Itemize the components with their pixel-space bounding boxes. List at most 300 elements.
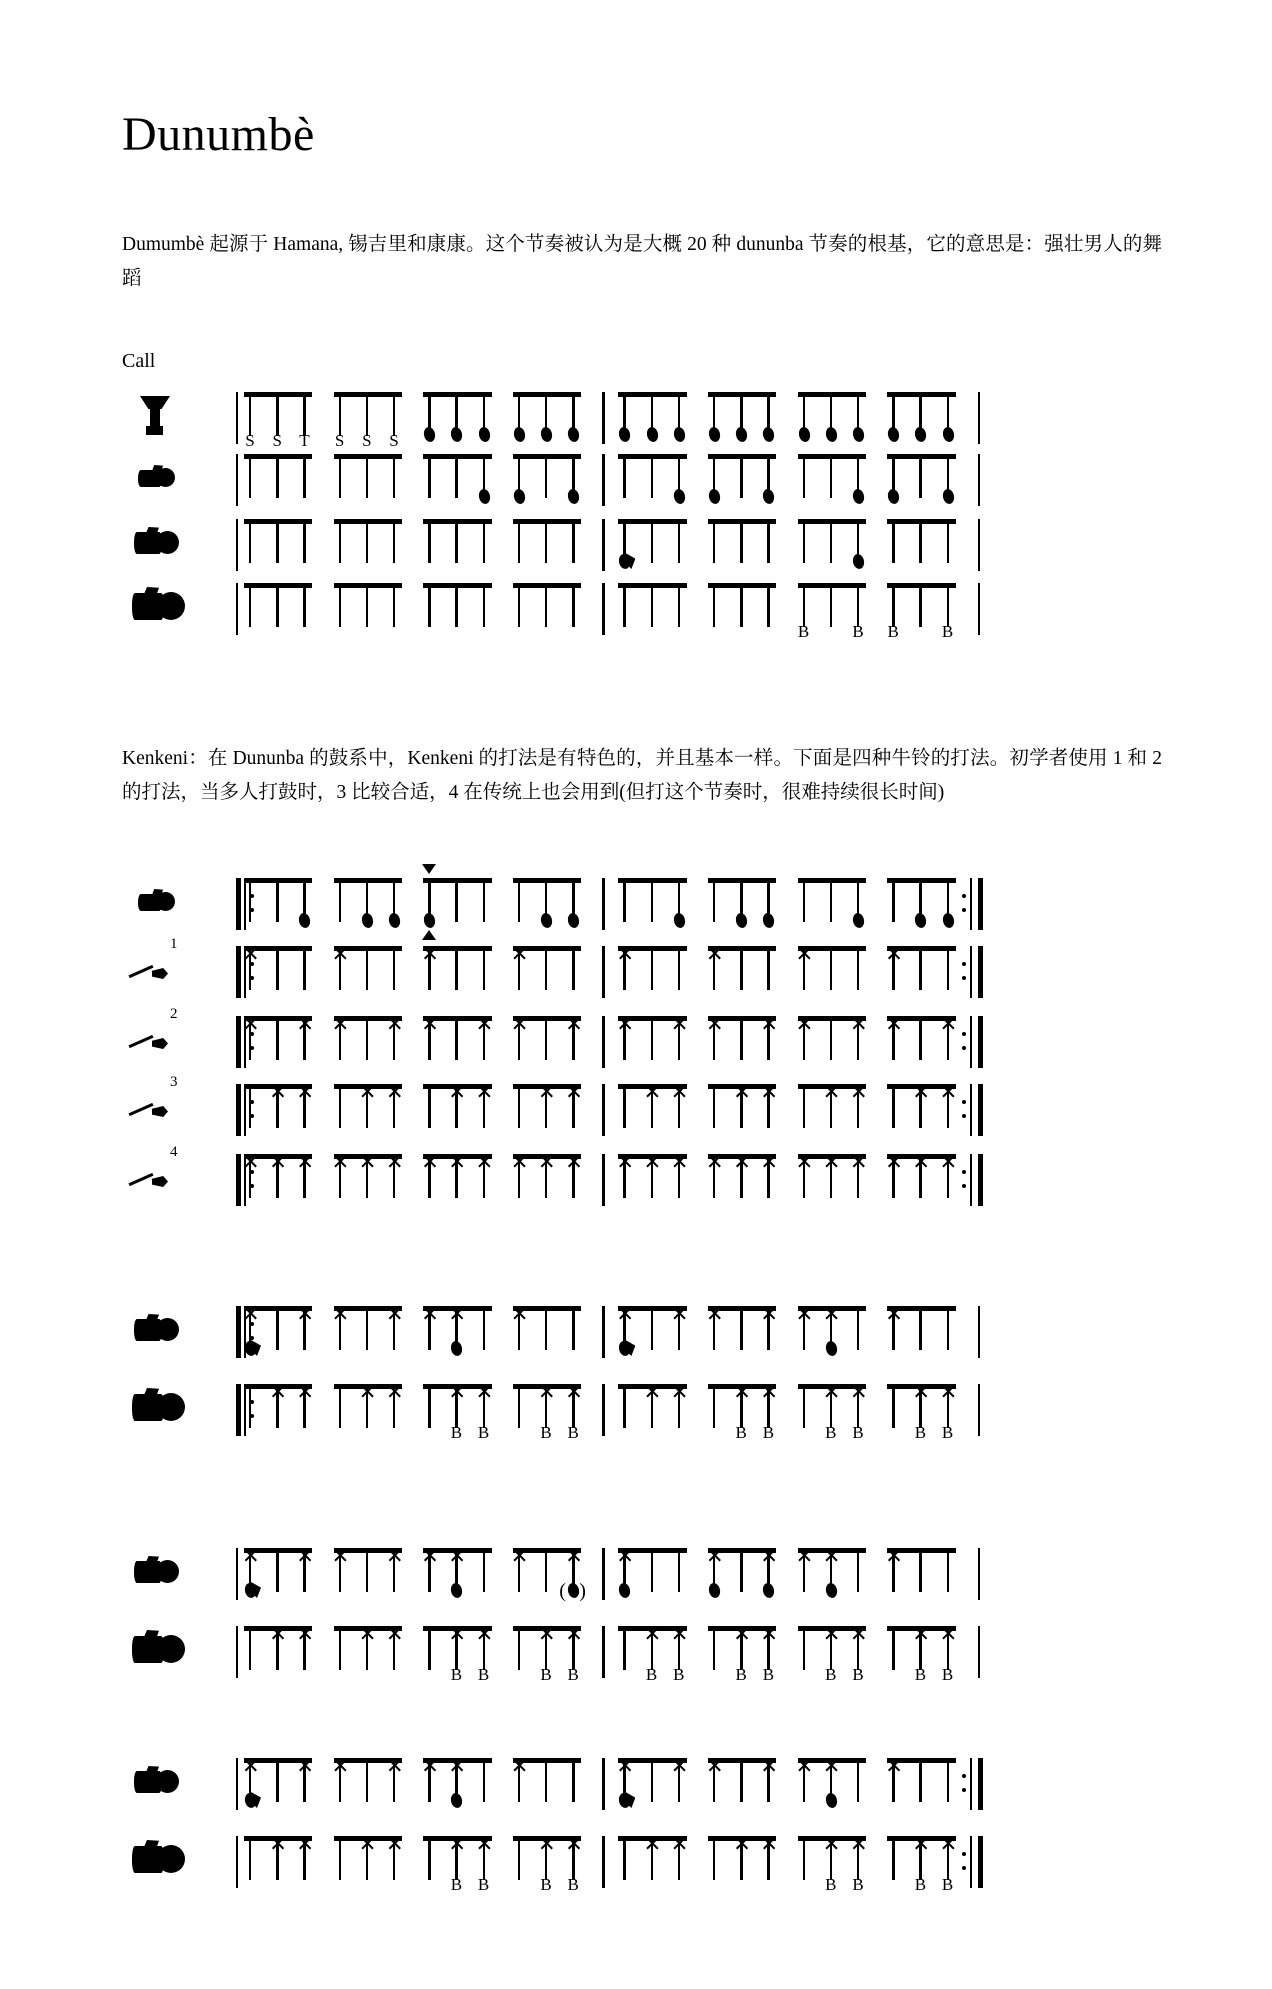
stem xyxy=(428,1836,430,1880)
x-note-head xyxy=(796,1549,812,1565)
stem xyxy=(651,519,653,563)
x-note-head xyxy=(671,1837,687,1853)
stem xyxy=(366,392,368,436)
dot-note-head xyxy=(618,426,632,443)
stem xyxy=(428,1384,430,1428)
stave-dundunba xyxy=(0,1830,1272,1894)
dot-note-head xyxy=(567,912,581,929)
stem xyxy=(393,454,395,498)
stem xyxy=(623,454,625,498)
x-note-head xyxy=(269,1837,285,1853)
stem xyxy=(892,1836,894,1880)
stroke-letter-b: B xyxy=(914,1875,927,1894)
stroke-letter-t: T xyxy=(299,431,310,450)
stroke-letter-b: B xyxy=(797,622,810,641)
x-note-head xyxy=(912,1155,928,1171)
opening-barline xyxy=(236,519,238,571)
x-note-head xyxy=(760,1549,776,1565)
stem xyxy=(919,454,921,498)
stem xyxy=(366,1548,368,1592)
stem xyxy=(572,1306,574,1350)
x-note-head xyxy=(850,1837,866,1853)
stem xyxy=(276,1306,278,1350)
stem xyxy=(651,878,653,922)
x-note-head xyxy=(671,1155,687,1171)
x-note-head xyxy=(644,1837,660,1853)
dot-note-head xyxy=(852,553,866,570)
opening-barline xyxy=(236,454,238,506)
stroke-letter-b: B xyxy=(450,1875,463,1894)
x-note-head xyxy=(421,1017,437,1033)
stem xyxy=(276,392,278,436)
stem xyxy=(767,519,769,563)
repeat-dot xyxy=(962,1852,966,1856)
repeat-end-barline xyxy=(978,946,983,998)
x-note-head xyxy=(796,1307,812,1323)
x-note-head xyxy=(332,1155,348,1171)
x-note-head xyxy=(940,1837,956,1853)
stave-bell xyxy=(0,1144,1272,1212)
x-note-head xyxy=(448,1549,464,1565)
x-note-head xyxy=(448,1627,464,1643)
x-note-head xyxy=(616,1155,632,1171)
accent-mark xyxy=(422,864,436,874)
stem xyxy=(518,1384,520,1428)
x-note-head xyxy=(242,1549,258,1565)
dot-note-head xyxy=(762,1582,776,1599)
stem xyxy=(919,1306,921,1350)
stem xyxy=(857,1306,859,1350)
call-section-label: Call xyxy=(122,350,156,372)
stem xyxy=(713,1626,715,1670)
stave-bell xyxy=(0,1006,1272,1074)
x-note-head xyxy=(538,1837,554,1853)
x-note-head xyxy=(733,1627,749,1643)
stem xyxy=(428,1084,430,1128)
x-note-head xyxy=(823,1837,839,1853)
x-note-head xyxy=(332,947,348,963)
x-note-head xyxy=(359,1385,375,1401)
kenkeni-drum-icon xyxy=(126,448,188,512)
dot-note-head xyxy=(477,426,491,443)
dot-note-head xyxy=(512,426,526,443)
stem xyxy=(455,1016,457,1060)
x-note-head xyxy=(706,947,722,963)
stem xyxy=(740,1758,742,1802)
stem xyxy=(339,1626,341,1670)
x-note-head xyxy=(448,1085,464,1101)
middle-barline xyxy=(602,519,604,571)
accent-mark xyxy=(422,930,436,940)
stem xyxy=(545,1016,547,1060)
stem xyxy=(483,583,485,627)
stroke-letter-b: B xyxy=(567,1875,579,1894)
dot-note-head xyxy=(762,912,776,929)
dot-note-head xyxy=(450,426,464,443)
middle-barline xyxy=(602,583,604,635)
dot-note-head xyxy=(762,488,776,505)
x-note-head xyxy=(823,1385,839,1401)
x-note-head xyxy=(671,1085,687,1101)
x-note-head xyxy=(733,1155,749,1171)
stem xyxy=(428,454,430,498)
x-note-head xyxy=(448,1385,464,1401)
stem xyxy=(947,1758,949,1802)
sangban-drum-icon xyxy=(126,513,188,577)
closing-barline xyxy=(978,519,980,571)
x-note-head xyxy=(269,1155,285,1171)
x-note-head xyxy=(421,1549,437,1565)
x-note-head xyxy=(565,1085,581,1101)
stem xyxy=(740,454,742,498)
stem xyxy=(455,878,457,922)
stem xyxy=(518,583,520,627)
stem xyxy=(830,519,832,563)
stroke-letter-b: B xyxy=(540,1423,552,1442)
x-note-head xyxy=(850,1017,866,1033)
stroke-letter-s: S xyxy=(245,431,255,450)
stem xyxy=(276,946,278,990)
x-note-head xyxy=(296,1307,312,1323)
stroke-letter-b: B xyxy=(914,1423,927,1442)
stroke-letter-b: B xyxy=(567,1423,579,1442)
dot-note-head xyxy=(423,426,437,443)
opening-barline xyxy=(236,1758,238,1810)
x-note-head xyxy=(511,1155,527,1171)
stroke-letter-b: B xyxy=(477,1423,490,1442)
middle-barline xyxy=(602,1306,604,1358)
repeat-dot xyxy=(962,894,966,898)
stem xyxy=(919,1758,921,1802)
closing-barline xyxy=(978,1548,980,1600)
x-note-head xyxy=(823,1307,839,1323)
x-note-head xyxy=(940,1385,956,1401)
stem xyxy=(455,946,457,990)
x-note-head xyxy=(386,1085,402,1101)
dot-note-head xyxy=(735,426,749,443)
x-note-head xyxy=(885,947,901,963)
stem xyxy=(545,1548,547,1592)
stem xyxy=(919,946,921,990)
stem xyxy=(803,583,805,627)
dundunba-drum-icon xyxy=(126,1378,188,1442)
repeat-start-barline xyxy=(236,1084,241,1136)
x-note-head xyxy=(296,1385,312,1401)
stem xyxy=(339,583,341,627)
bell-variation-number: 2 xyxy=(170,1006,178,1022)
stem xyxy=(857,1758,859,1802)
stem xyxy=(339,1384,341,1428)
stroke-letter-b: B xyxy=(941,622,954,641)
stem xyxy=(740,583,742,627)
stroke-letter-b: B xyxy=(825,1423,837,1442)
x-note-head xyxy=(242,1759,258,1775)
x-note-head xyxy=(296,1549,312,1565)
x-note-head xyxy=(733,1385,749,1401)
stem xyxy=(303,519,305,563)
x-note-head xyxy=(296,1155,312,1171)
stroke-letter-b: B xyxy=(887,622,899,641)
stroke-letter-b: B xyxy=(852,1423,864,1442)
repeat-dot xyxy=(962,1866,966,1870)
stem xyxy=(857,1548,859,1592)
x-note-head xyxy=(885,1155,901,1171)
stroke-letter-b: B xyxy=(852,1875,864,1894)
x-note-head xyxy=(885,1017,901,1033)
opening-barline xyxy=(236,1836,238,1888)
repeat-start-barline xyxy=(236,1384,241,1436)
x-note-head xyxy=(332,1307,348,1323)
middle-barline xyxy=(602,1084,604,1136)
dot-note-head xyxy=(672,488,686,505)
x-note-head xyxy=(476,1085,492,1101)
stave-djembe xyxy=(0,386,1272,450)
stem xyxy=(572,946,574,990)
stem xyxy=(545,1758,547,1802)
stem xyxy=(366,946,368,990)
kenkeni-drum-icon xyxy=(126,872,188,936)
stem xyxy=(623,1626,625,1670)
stave-dundunba xyxy=(0,1378,1272,1442)
x-note-head xyxy=(386,1837,402,1853)
dot-note-head xyxy=(941,426,955,443)
dot-note-head xyxy=(298,912,312,929)
stem xyxy=(276,519,278,563)
repeat-dot xyxy=(962,1788,966,1792)
stem xyxy=(830,878,832,922)
dundunba-drum-icon xyxy=(126,577,188,641)
stroke-letter-b: B xyxy=(762,1665,775,1684)
repeat-end-thin-line xyxy=(970,1836,972,1888)
x-note-head xyxy=(823,1085,839,1101)
x-note-head xyxy=(671,1385,687,1401)
stem xyxy=(339,1836,341,1880)
stroke-letter-b: B xyxy=(450,1665,463,1684)
stave-sangban xyxy=(0,1542,1272,1606)
stem xyxy=(455,583,457,627)
stem xyxy=(713,1384,715,1428)
repeat-end-barline xyxy=(978,1154,983,1206)
repeat-start-barline xyxy=(236,1016,241,1068)
stem xyxy=(303,392,305,436)
stem xyxy=(249,519,251,563)
x-note-head xyxy=(671,1627,687,1643)
stave-kenkeni xyxy=(0,448,1272,512)
stem xyxy=(249,583,251,627)
x-note-head xyxy=(296,1759,312,1775)
stroke-letter-b: B xyxy=(762,1423,775,1442)
stem xyxy=(678,519,680,563)
stem xyxy=(455,454,457,498)
djembe-icon xyxy=(126,386,188,450)
x-note-head xyxy=(242,1017,258,1033)
x-note-head xyxy=(733,1837,749,1853)
x-note-head xyxy=(796,1759,812,1775)
x-note-head xyxy=(760,1627,776,1643)
stem xyxy=(803,1836,805,1880)
stem xyxy=(572,519,574,563)
stem xyxy=(366,583,368,627)
stem xyxy=(249,1384,251,1428)
stem xyxy=(366,519,368,563)
middle-barline xyxy=(602,946,604,998)
x-note-head xyxy=(565,1549,581,1565)
stem xyxy=(713,1084,715,1128)
cowbell-stick-icon xyxy=(126,940,188,1004)
stem xyxy=(518,1836,520,1880)
stroke-letter-b: B xyxy=(735,1423,747,1442)
x-note-head xyxy=(616,947,632,963)
stem xyxy=(713,1836,715,1880)
x-note-head xyxy=(359,1627,375,1643)
stem xyxy=(303,583,305,627)
stem xyxy=(740,946,742,990)
stem xyxy=(303,946,305,990)
stem xyxy=(803,454,805,498)
x-note-head xyxy=(386,1307,402,1323)
dot-note-head xyxy=(735,912,749,929)
stem xyxy=(892,1084,894,1128)
stroke-letter-s: S xyxy=(334,431,345,450)
dot-note-head xyxy=(824,1582,838,1599)
stroke-letter-b: B xyxy=(673,1665,685,1684)
stem xyxy=(651,1016,653,1060)
stave-kenkeni xyxy=(0,872,1272,936)
cowbell-stick-icon xyxy=(126,1010,188,1074)
middle-barline xyxy=(602,454,604,506)
x-note-head xyxy=(760,1085,776,1101)
repeat-dot xyxy=(962,976,966,980)
repeat-end-barline xyxy=(978,1016,983,1068)
x-note-head xyxy=(823,1627,839,1643)
opening-barline xyxy=(236,1626,238,1678)
middle-barline xyxy=(602,1016,604,1068)
x-note-head xyxy=(269,1085,285,1101)
x-note-head xyxy=(421,1759,437,1775)
stem xyxy=(276,1758,278,1802)
x-note-head xyxy=(823,1759,839,1775)
repeat-start-thin-line xyxy=(244,878,246,930)
stem xyxy=(767,946,769,990)
stroke-letter-b: B xyxy=(941,1423,954,1442)
dot-note-head xyxy=(797,426,811,443)
x-note-head xyxy=(476,1017,492,1033)
stem xyxy=(803,1626,805,1670)
x-note-head xyxy=(940,1017,956,1033)
stem xyxy=(713,878,715,922)
x-note-head xyxy=(706,1549,722,1565)
dot-note-head xyxy=(388,912,402,929)
stem xyxy=(830,454,832,498)
dot-note-head xyxy=(567,488,581,505)
stem xyxy=(623,1836,625,1880)
stem xyxy=(545,519,547,563)
repeat-dot xyxy=(962,1184,966,1188)
x-note-head xyxy=(511,947,527,963)
bell-variation-number: 4 xyxy=(170,1144,178,1160)
stem xyxy=(393,583,395,627)
stem xyxy=(857,946,859,990)
x-note-head xyxy=(269,1627,285,1643)
stem xyxy=(651,1306,653,1350)
x-note-head xyxy=(671,1759,687,1775)
stem xyxy=(518,519,520,563)
stroke-letter-b: B xyxy=(540,1665,552,1684)
dot-note-head xyxy=(672,912,686,929)
dot-note-head xyxy=(618,1582,632,1599)
repeat-end-thin-line xyxy=(970,1084,972,1136)
kenkeni-paragraph: Kenkeni：在 Dununba 的鼓系中，Kenkeni 的打法是有特色的，并且基本一样。下面是四种牛铃的打法。初学者使用 1 和 2 的打法，当多人打鼓时，3 比较合适，4 在传统上也会用到(但打这个节奏时，很难持续很长时间) xyxy=(122,748,1162,803)
stem xyxy=(713,519,715,563)
stave-dundunba xyxy=(0,577,1272,641)
repeat-end-thin-line xyxy=(970,1758,972,1810)
dot-note-head xyxy=(450,1340,464,1357)
x-note-head xyxy=(421,1155,437,1171)
stem xyxy=(740,519,742,563)
closing-barline xyxy=(978,1626,980,1678)
bell-variation-number: 3 xyxy=(170,1074,178,1090)
stave-sangban xyxy=(0,513,1272,577)
stroke-letter-b: B xyxy=(825,1665,837,1684)
stem xyxy=(919,1016,921,1060)
repeat-dot xyxy=(962,1114,966,1118)
stem xyxy=(740,1306,742,1350)
repeat-dot xyxy=(962,962,966,966)
x-note-head xyxy=(796,1017,812,1033)
closing-barline xyxy=(978,392,980,444)
x-note-head xyxy=(940,1627,956,1643)
stroke-letter-b: B xyxy=(825,1875,837,1894)
x-note-head xyxy=(616,1759,632,1775)
stem xyxy=(830,946,832,990)
stem xyxy=(678,583,680,627)
stem xyxy=(249,878,251,922)
closing-barline xyxy=(978,454,980,506)
opening-barline xyxy=(236,392,238,444)
x-note-head xyxy=(760,1385,776,1401)
dundunba-drum-icon xyxy=(126,1830,188,1894)
stem xyxy=(892,1384,894,1428)
stem xyxy=(339,519,341,563)
x-note-head xyxy=(476,1837,492,1853)
cowbell-stick-icon xyxy=(126,1148,188,1212)
x-note-head xyxy=(644,1627,660,1643)
stem xyxy=(545,1306,547,1350)
dot-note-head xyxy=(762,426,776,443)
x-note-head xyxy=(448,1837,464,1853)
stem xyxy=(830,583,832,627)
x-note-head xyxy=(386,1017,402,1033)
x-note-head xyxy=(760,1155,776,1171)
stem xyxy=(518,1626,520,1670)
stem xyxy=(339,878,341,922)
repeat-start-thin-line xyxy=(244,1384,246,1436)
stem xyxy=(339,454,341,498)
stem xyxy=(678,946,680,990)
stem xyxy=(483,519,485,563)
x-note-head xyxy=(760,1837,776,1853)
x-note-head xyxy=(421,1307,437,1323)
stroke-letter-b: B xyxy=(477,1875,490,1894)
middle-barline xyxy=(602,1836,604,1888)
x-note-head xyxy=(296,1627,312,1643)
x-note-head xyxy=(242,1307,258,1323)
x-note-head xyxy=(269,1385,285,1401)
x-note-head xyxy=(386,1627,402,1643)
stem xyxy=(947,583,949,627)
x-note-head xyxy=(885,1549,901,1565)
x-note-head xyxy=(671,1017,687,1033)
